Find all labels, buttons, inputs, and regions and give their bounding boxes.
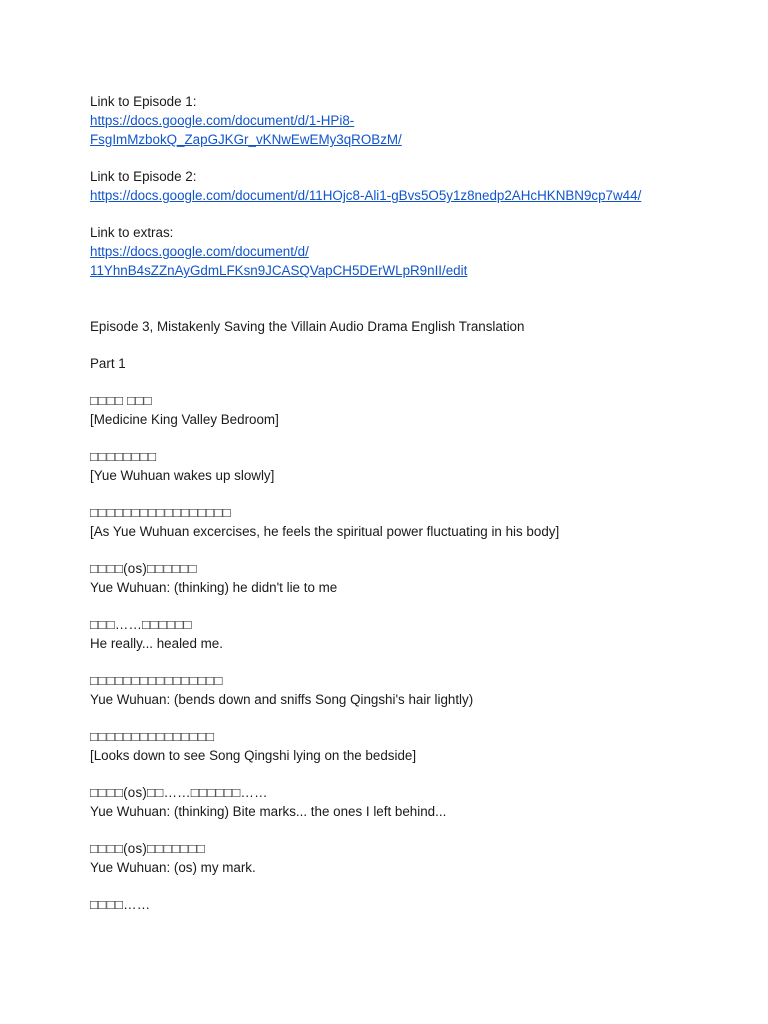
link-episode-2-label: Link to Episode 2: [90, 169, 197, 184]
script-line-en: [Yue Wuhuan wakes up slowly] [90, 468, 275, 483]
script-line-cn: □□□□□□□□□□□□□□□□□ [90, 505, 231, 520]
link-episode-1-url-line2[interactable]: FsgImMzbokQ_ZapGJKGr_vKNwEwEMy3qROBzM/ [90, 132, 402, 147]
script-line-cn: □□□……□□□□□□ [90, 617, 192, 632]
script-line-cn: □□□□□□□□ [90, 449, 157, 464]
spacer [90, 373, 730, 391]
spacer [90, 765, 730, 783]
link-extras-url-line1[interactable]: https://docs.google.com/document/d/ [90, 244, 309, 259]
script-line-cn: □□□□(os)□□□□□□ [90, 561, 197, 576]
spacer [90, 821, 730, 839]
spacer [90, 149, 730, 167]
script-line-en: [As Yue Wuhuan excercises, he feels the spiritual power fluctuating in his body] [90, 524, 560, 539]
link-extras-label: Link to extras: [90, 225, 174, 240]
link-episode-2-url[interactable]: https://docs.google.com/document/d/11HOjc8-Ali1-gBvs5O5y1z8nedp2AHcHKNBN9cp7w44/ [90, 188, 642, 203]
spacer [90, 336, 730, 354]
script-line-en: [Looks down to see Song Qingshi lying on the bedside] [90, 748, 417, 763]
script-line-cn: □□□□(os)□□□□□□□ [90, 841, 206, 856]
document-page [90, 92, 730, 914]
script-line-cn: □□□□□□□□□□□□□□□□ [90, 673, 223, 688]
spacer [90, 597, 730, 615]
script-line-cn: □□□□□□□□□□□□□□□ [90, 729, 215, 744]
link-episode-1-label: Link to Episode 1: [90, 94, 197, 109]
script-line-cn: □□□□ □□□ [90, 393, 152, 408]
script-line-cn: □□□□(os)□□……□□□□□□…… [90, 785, 268, 800]
spacer [90, 280, 730, 317]
episode-title: Episode 3, Mistakenly Saving the Villain Audio Drama English Translation [90, 319, 525, 334]
link-extras-url-line2[interactable]: 11YhnB4sZZnAyGdmLFKsn9JCASQVapCH5DErWLpR9nII/edit [90, 263, 468, 278]
script-line-en: Yue Wuhuan: (bends down and sniffs Song Qingshi's hair lightly) [90, 692, 474, 707]
script-line-en: [Medicine King Valley Bedroom] [90, 412, 279, 427]
spacer [90, 709, 730, 727]
spacer [90, 653, 730, 671]
spacer [90, 429, 730, 447]
script-line-en: Yue Wuhuan: (os) my mark. [90, 860, 256, 875]
link-episode-1-url-line1[interactable]: https://docs.google.com/document/d/1-HPi8- [90, 113, 355, 128]
part-label: Part 1 [90, 356, 126, 371]
spacer [90, 205, 730, 223]
spacer [90, 485, 730, 503]
script-line-en: He really... healed me. [90, 636, 223, 651]
script-line-en: Yue Wuhuan: (thinking) Bite marks... the ones I left behind... [90, 804, 447, 819]
spacer [90, 877, 730, 895]
spacer [90, 541, 730, 559]
script-line-en: Yue Wuhuan: (thinking) he didn't lie to me [90, 580, 338, 595]
script-line-cn: □□□□…… [90, 897, 151, 912]
